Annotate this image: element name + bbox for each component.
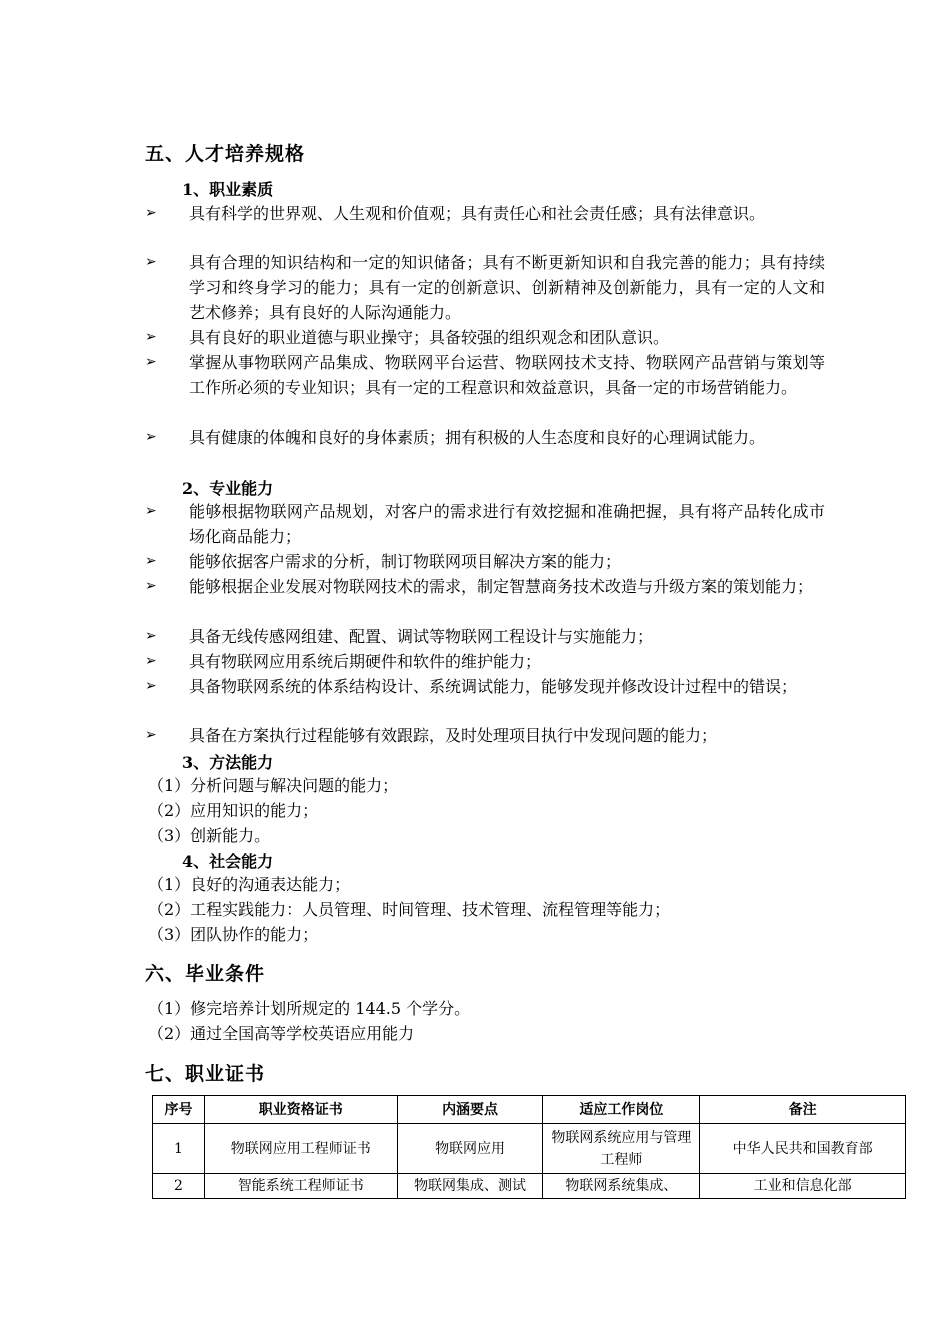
table-header-cell: 适应工作岗位 xyxy=(543,1096,700,1124)
arrow-bullet-icon: ➢ xyxy=(145,628,157,644)
table-cell: 工业和信息化部 xyxy=(700,1174,906,1199)
arrow-bullet-icon: ➢ xyxy=(145,429,157,445)
list-item: （1）修完培养计划所规定的 144.5 个学分。 xyxy=(148,999,471,1018)
arrow-bullet-icon: ➢ xyxy=(145,553,157,569)
list-item-text: 能够根据企业发展对物联网技术的需求，制定智慧商务技术改造与升级方案的策划能力； xyxy=(189,577,814,596)
section-7-title: 七、职业证书 xyxy=(145,1063,266,1085)
table-row xyxy=(153,1124,906,1174)
list-item: （1）良好的沟通表达能力； xyxy=(148,875,351,894)
arrow-bullet-icon: ➢ xyxy=(145,354,157,370)
list-item: （3）团队协作的能力； xyxy=(148,925,319,944)
subsection-2-title: 2、专业能力 xyxy=(182,479,274,498)
table-cell: 1 xyxy=(153,1124,205,1174)
table-cell: 物联网系统集成、 xyxy=(543,1174,700,1199)
list-item xyxy=(145,549,825,574)
table-cell: 中华人民共和国教育部 xyxy=(700,1124,906,1174)
arrow-bullet-icon: ➢ xyxy=(145,578,157,594)
table-cell: 物联网应用 xyxy=(397,1124,543,1174)
table-header-cell: 备注 xyxy=(700,1096,906,1124)
arrow-bullet-icon: ➢ xyxy=(145,653,157,669)
arrow-bullet-icon: ➢ xyxy=(145,205,157,221)
arrow-bullet-icon: ➢ xyxy=(145,503,157,519)
arrow-bullet-icon: ➢ xyxy=(145,254,157,270)
table-cell: 物联网系统应用与管理工程师 xyxy=(543,1124,700,1174)
list-item-text: 具有合理的知识结构和一定的知识储备；具有不断更新知识和自我完善的能力；具有持续学习和终身学习的能力；具有一定的创新意识、创新精神及创新能力，具有一定的人文和艺术修养；具有良好的人际沟通能力。 xyxy=(189,253,825,322)
table-cell: 智能系统工程师证书 xyxy=(204,1174,397,1199)
table-cell: 2 xyxy=(153,1174,205,1199)
list-item-text: 具有良好的职业道德与职业操守；具备较强的组织观念和团队意识。 xyxy=(189,328,670,347)
list-item xyxy=(145,723,825,748)
table-header-cell: 内涵要点 xyxy=(397,1096,543,1124)
list-item xyxy=(145,425,825,450)
certificate-table xyxy=(152,1095,906,1199)
list-item xyxy=(145,574,825,599)
table-header-row xyxy=(153,1096,906,1124)
table-row xyxy=(153,1174,906,1199)
list-item-text: 掌握从事物联网产品集成、物联网平台运营、物联网技术支持、物联网产品营销与策划等工作所必须的专业知识；具有一定的工程意识和效益意识，具备一定的市场营销能力。 xyxy=(189,353,825,397)
list-item-text: 具有科学的世界观、人生观和价值观；具有责任心和社会责任感；具有法律意识。 xyxy=(189,204,766,223)
list-item xyxy=(145,350,825,400)
table-cell: 物联网应用工程师证书 xyxy=(204,1124,397,1174)
subsection-3-title: 3、方法能力 xyxy=(182,753,274,772)
list-item: （2）应用知识的能力； xyxy=(148,801,319,820)
subsection-4-title: 4、社会能力 xyxy=(182,852,274,871)
section-5-title: 五、人才培养规格 xyxy=(145,143,306,165)
list-item: （2）工程实践能力：人员管理、时间管理、技术管理、流程管理等能力； xyxy=(148,900,671,919)
list-item-text: 能够依据客户需求的分析，制订物联网项目解决方案的能力； xyxy=(189,552,622,571)
list-item xyxy=(145,325,825,350)
arrow-bullet-icon: ➢ xyxy=(145,678,157,694)
list-item xyxy=(145,499,825,549)
list-item-text: 具备在方案执行过程能够有效跟踪，及时处理项目执行中发现问题的能力； xyxy=(189,726,718,745)
table-header-cell: 职业资格证书 xyxy=(204,1096,397,1124)
list-item-text: 具有物联网应用系统后期硬件和软件的维护能力； xyxy=(189,652,542,671)
list-item-text: 具备物联网系统的体系结构设计、系统调试能力，能够发现并修改设计过程中的错误； xyxy=(189,677,798,696)
arrow-bullet-icon: ➢ xyxy=(145,329,157,345)
list-item-text: 能够根据物联网产品规划，对客户的需求进行有效挖掘和准确把握，具有将产品转化成市场化商品能力； xyxy=(189,502,825,546)
list-item: （1）分析问题与解决问题的能力； xyxy=(148,776,399,795)
subsection-1-title: 1、职业素质 xyxy=(182,180,274,199)
table-header-cell: 序号 xyxy=(153,1096,205,1124)
list-item: （2）通过全国高等学校英语应用能力 xyxy=(148,1024,415,1043)
table-cell: 物联网集成、测试 xyxy=(397,1174,543,1199)
list-item xyxy=(145,624,825,649)
list-item xyxy=(145,201,825,226)
list-item: （3）创新能力。 xyxy=(148,826,271,845)
section-6-title: 六、毕业条件 xyxy=(145,963,266,985)
list-item xyxy=(145,674,825,699)
arrow-bullet-icon: ➢ xyxy=(145,727,157,743)
list-item xyxy=(145,250,825,325)
list-item xyxy=(145,649,825,674)
list-item-text: 具备无线传感网组建、配置、调试等物联网工程设计与实施能力； xyxy=(189,627,654,646)
list-item-text: 具有健康的体魄和良好的身体素质；拥有积极的人生态度和良好的心理调试能力。 xyxy=(189,428,766,447)
